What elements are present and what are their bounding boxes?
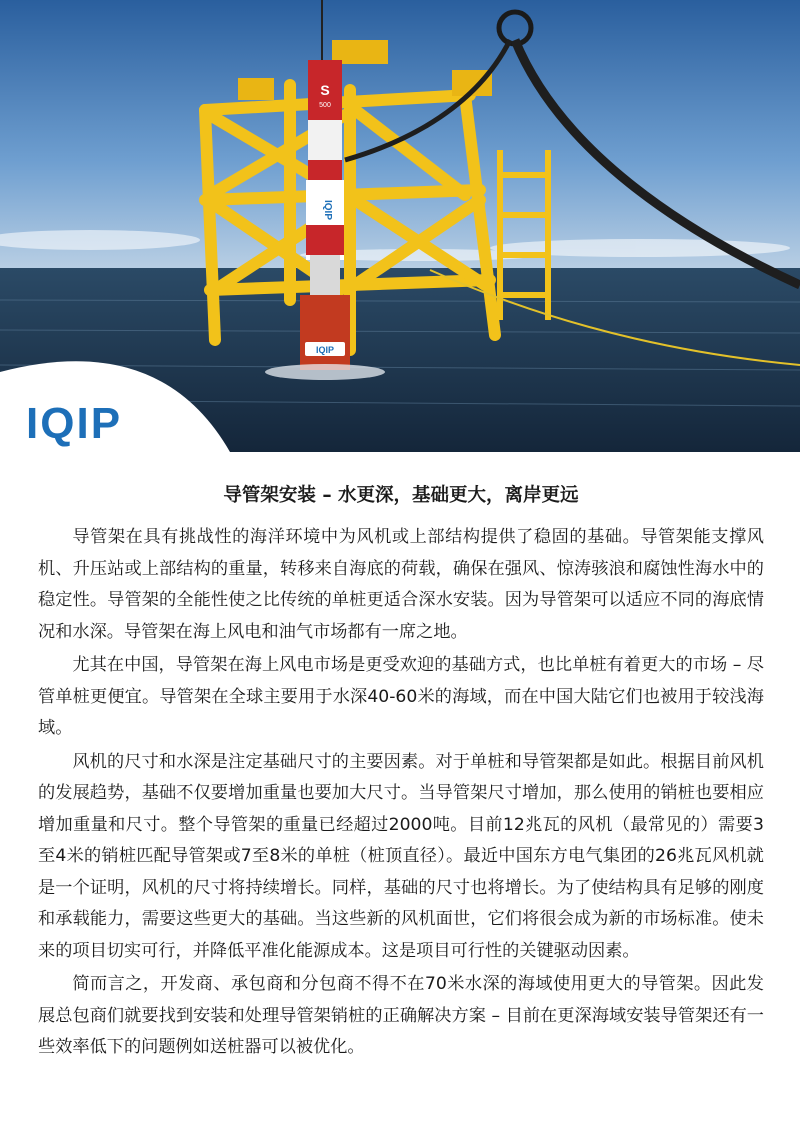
hero-photo [0,0,800,452]
logo-text-part3: P [90,399,123,448]
offshore-jacket-illustration [0,0,800,452]
water-splash [265,364,385,380]
logo-text-part2: I [76,399,91,448]
article-title: 导管架安装 – 水更深，基础更大，离岸更远 [223,485,579,506]
iqip-logo [26,399,123,448]
logo-text-part1: IQ [26,399,77,448]
article [38,480,764,1066]
pile-label-number: 500 [319,102,331,109]
paragraph-4: 简而言之，开发商、承包商和分包商不得不在70米水深的海域使用更大的导管架。因此发展总包商们就要找到安装和处理导管架销桩的正确解决方案 – 目前在更深海域安装导管架还有一些效率低下的问题例如送桩器可以被优化。 [38,974,764,1057]
paragraph-2: 尤其在中国，导管架在海上风电市场是更受欢迎的基础方式，也比单桩有着更大的市场 – 尽管单桩更便宜。导管架在全球主要用于水深40-60米的海域，而在中国大陆它们也被用于较浅海域。 [38,655,764,738]
pile-brand-base: IQIP [315,345,335,355]
pile-brand-vertical: IQIP [322,199,333,221]
paragraph-1: 导管架在具有挑战性的海洋环境中为风机或上部结构提供了稳固的基础。导管架能支撑风机、升压站或上部结构的重量，转移来自海底的荷载，确保在强风、惊涛骇浪和腐蚀性海水中的稳定性。导管架的全能性使之比传统的单桩更适合深水安装。因为导管架可以适应不同的海底情况和水深。导管架在海上风电和油气市场都有一席之地。 [38,527,764,642]
paragraph-3: 风机的尺寸和水深是注定基础尺寸的主要因素。对于单桩和导管架都是如此。根据目前风机的发展趋势，基础不仅要增加重量也要加大尺寸。当导管架尺寸增加，那么使用的销桩也要相应增加重量和尺寸。整个导管架的重量已经超过2000吨。目前12兆瓦的风机（最常见的）需要3至4米的销桩匹配导管架或7至8米的单桩（桩顶直径）。最近中国东方电气集团的26兆瓦风机就是一个证明，风机的尺寸将持续增长。同样，基础的尺寸也将增长。为了使结构具有足够的刚度和承载能力，需要这些更大的基础。当这些新的风机面世，它们将很会成为新的市场标准。使未来的项目切实可行，并降低平准化能源成本。这是项目可行性的关键驱动因素。 [38,751,764,961]
pile-label-s: S [320,82,330,98]
